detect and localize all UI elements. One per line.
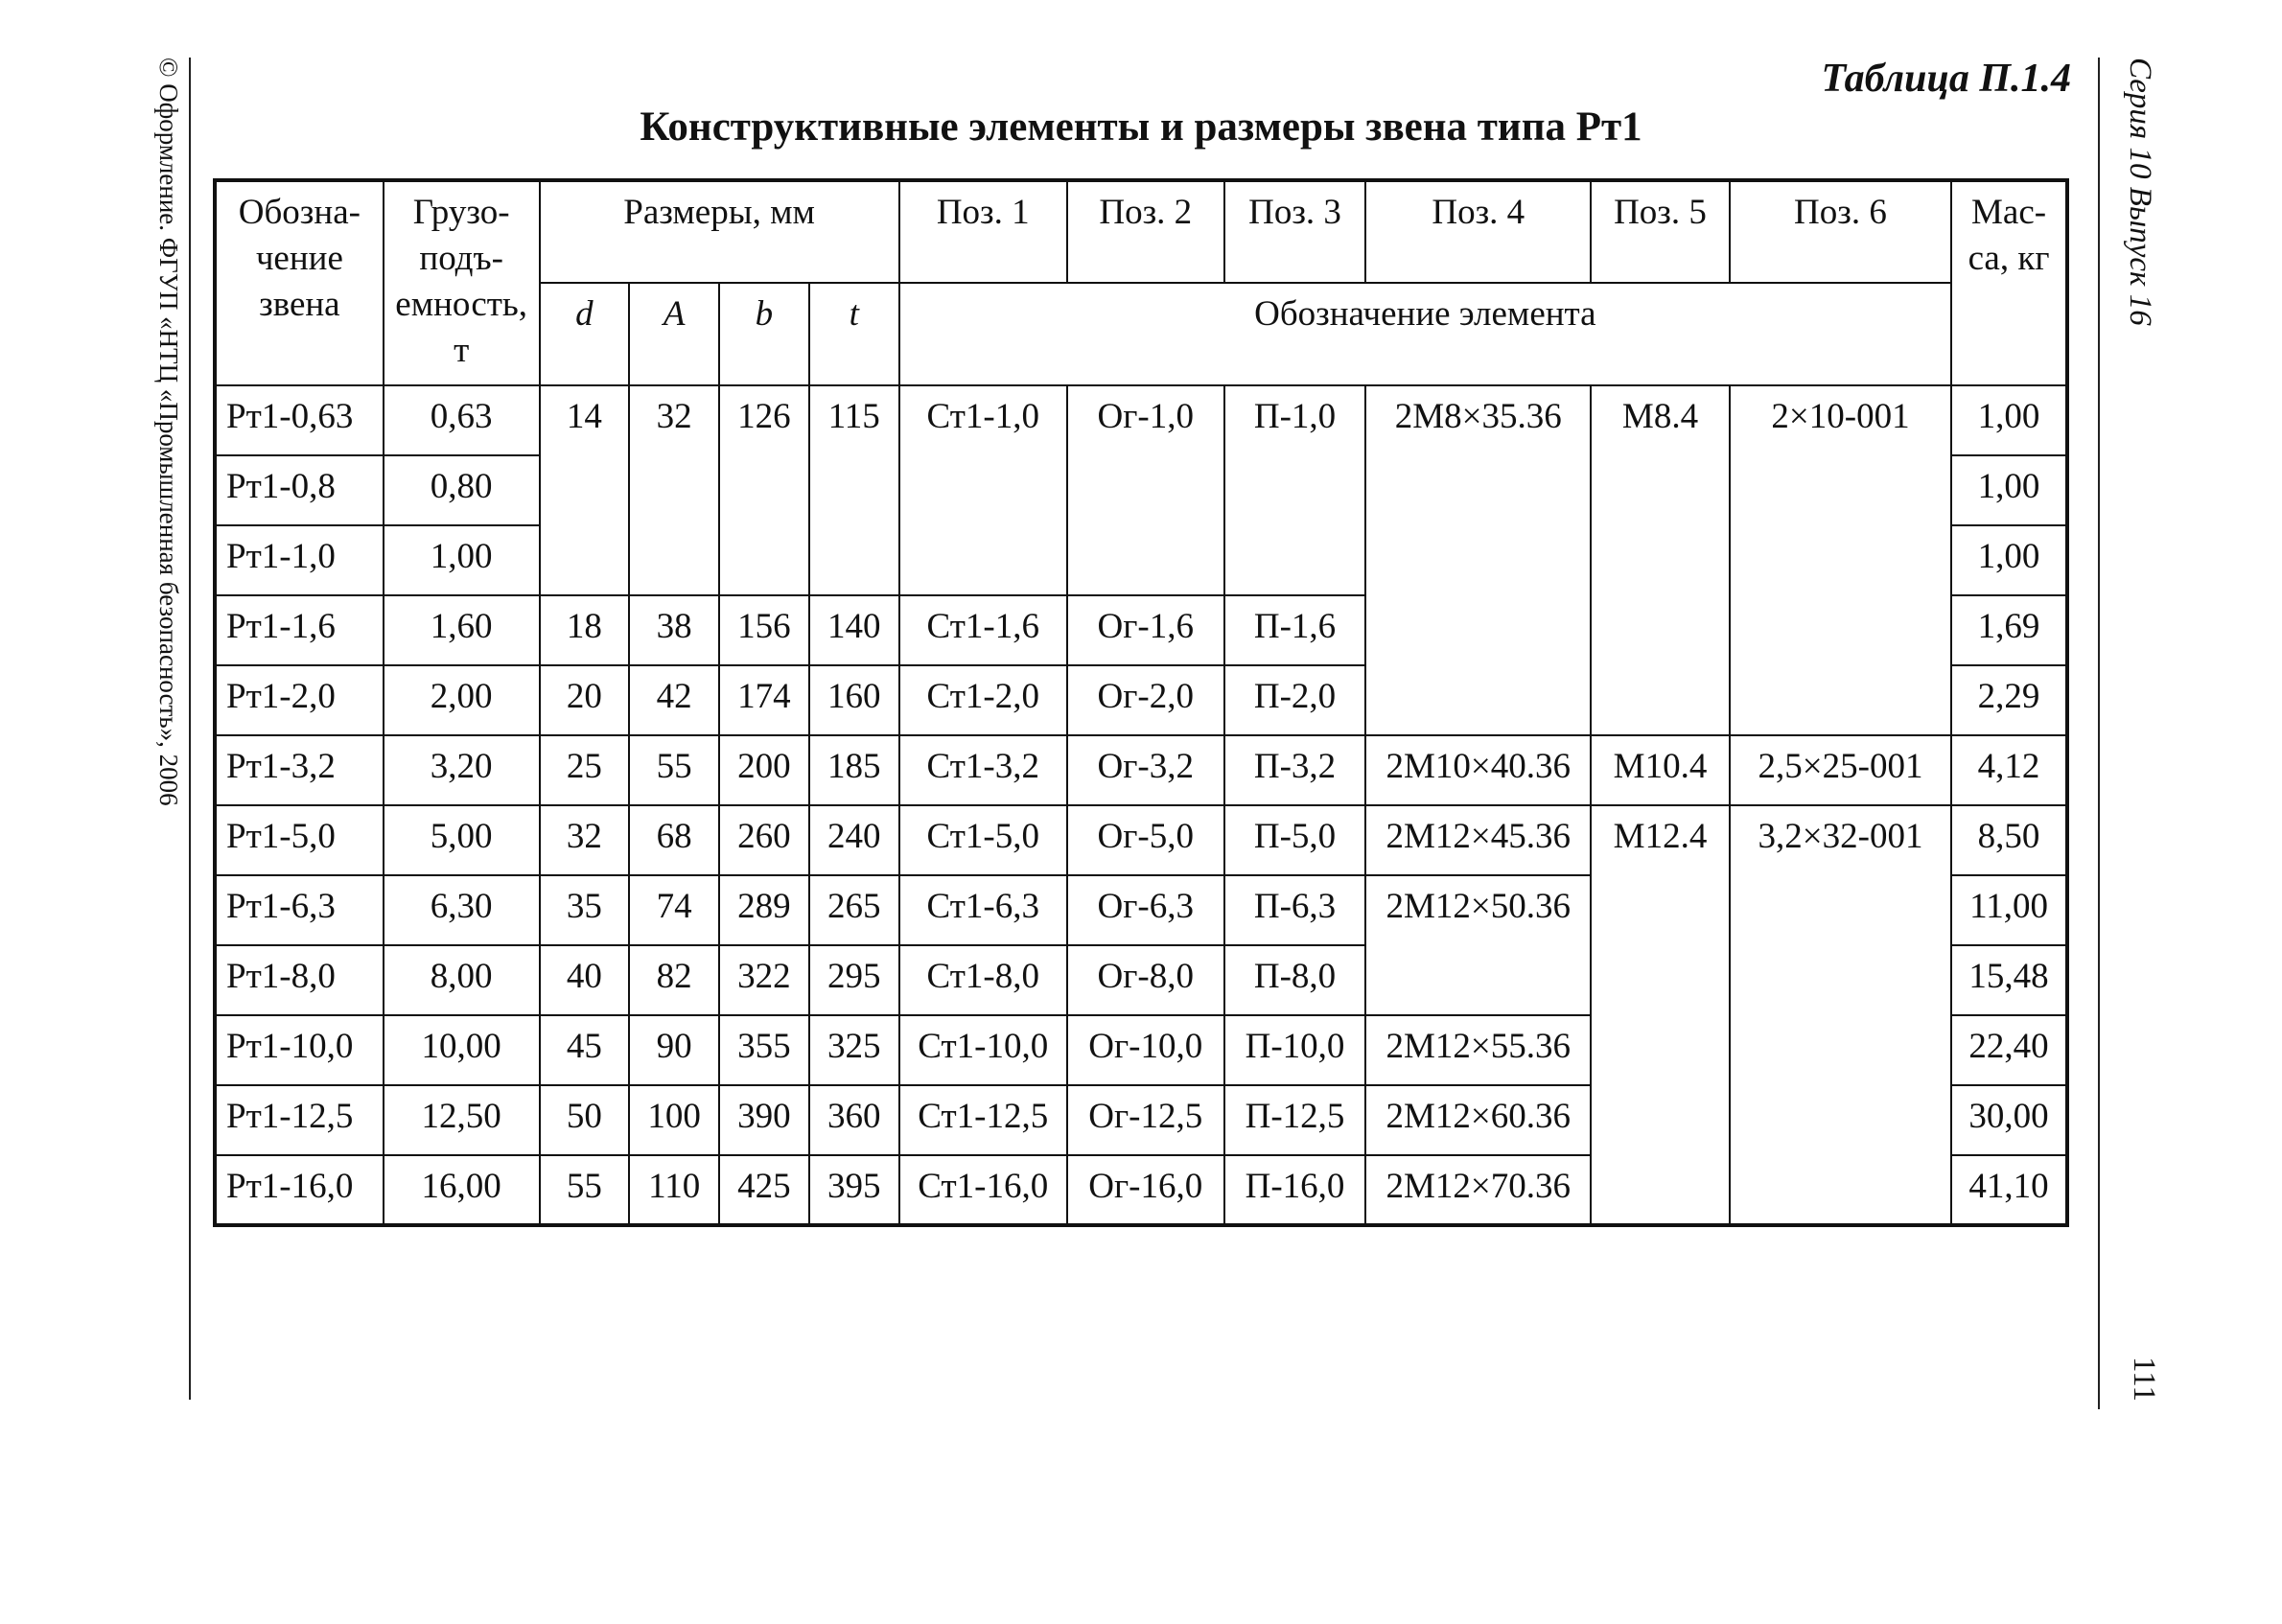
cell-pos4: 2М10×40.36 bbox=[1365, 735, 1591, 805]
cell-pos3: П-6,3 bbox=[1224, 875, 1366, 945]
cell-capacity: 10,00 bbox=[384, 1015, 540, 1085]
cell-t: 325 bbox=[809, 1015, 899, 1085]
cell-A: 55 bbox=[629, 735, 719, 805]
cell-pos2: Ог-5,0 bbox=[1067, 805, 1224, 875]
cell-pos4: 2М12×45.36 bbox=[1365, 805, 1591, 875]
cell-pos3: П-8,0 bbox=[1224, 945, 1366, 1015]
cell-pos3: П-5,0 bbox=[1224, 805, 1366, 875]
cell-d: 14 bbox=[540, 385, 630, 595]
cell-mass: 8,50 bbox=[1951, 805, 2067, 875]
cell-pos6: 3,2×32-001 bbox=[1730, 805, 1951, 1225]
cell-pos2: Ог-16,0 bbox=[1067, 1155, 1224, 1225]
cell-pos4: 2М8×35.36 bbox=[1365, 385, 1591, 735]
cell-designation: Рт1-1,6 bbox=[215, 595, 384, 665]
table-row bbox=[215, 735, 2067, 805]
cell-A: 32 bbox=[629, 385, 719, 595]
cell-b: 322 bbox=[719, 945, 809, 1015]
cell-capacity: 12,50 bbox=[384, 1085, 540, 1155]
header-element-designation: Обозначение элемента bbox=[899, 283, 1952, 385]
cell-pos6: 2×10-001 bbox=[1730, 385, 1951, 735]
page-number: 111 bbox=[2127, 1357, 2161, 1403]
spec-table bbox=[213, 178, 2069, 1227]
cell-A: 68 bbox=[629, 805, 719, 875]
cell-t: 295 bbox=[809, 945, 899, 1015]
cell-d: 18 bbox=[540, 595, 630, 665]
cell-mass: 1,00 bbox=[1951, 525, 2067, 595]
cell-A: 42 bbox=[629, 665, 719, 735]
header-pos4: Поз. 4 bbox=[1365, 180, 1591, 283]
cell-designation: Рт1-10,0 bbox=[215, 1015, 384, 1085]
cell-designation: Рт1-3,2 bbox=[215, 735, 384, 805]
cell-pos5: М8.4 bbox=[1591, 385, 1730, 735]
cell-pos3: П-3,2 bbox=[1224, 735, 1366, 805]
cell-d: 35 bbox=[540, 875, 630, 945]
header-capacity: Грузо- подъ- емность, т bbox=[384, 180, 540, 385]
cell-t: 265 bbox=[809, 875, 899, 945]
table-row bbox=[215, 805, 2067, 875]
cell-A: 38 bbox=[629, 595, 719, 665]
cell-capacity: 3,20 bbox=[384, 735, 540, 805]
cell-pos2: Ог-10,0 bbox=[1067, 1015, 1224, 1085]
cell-pos1: Ст1-6,3 bbox=[899, 875, 1067, 945]
cell-t: 115 bbox=[809, 385, 899, 595]
cell-mass: 22,40 bbox=[1951, 1015, 2067, 1085]
cell-pos1: Ст1-10,0 bbox=[899, 1015, 1067, 1085]
cell-d: 40 bbox=[540, 945, 630, 1015]
cell-designation: Рт1-16,0 bbox=[215, 1155, 384, 1225]
cell-capacity: 1,00 bbox=[384, 525, 540, 595]
cell-A: 110 bbox=[629, 1155, 719, 1225]
cell-capacity: 0,63 bbox=[384, 385, 540, 455]
cell-pos2: Ог-3,2 bbox=[1067, 735, 1224, 805]
cell-t: 360 bbox=[809, 1085, 899, 1155]
cell-capacity: 6,30 bbox=[384, 875, 540, 945]
header-pos1: Поз. 1 bbox=[899, 180, 1067, 283]
cell-pos5: М10.4 bbox=[1591, 735, 1730, 805]
copyright-note: © Оформление. ФГУП «НТЦ «Промышленная безопасность», 2006 bbox=[154, 58, 183, 806]
cell-t: 240 bbox=[809, 805, 899, 875]
header-pos6: Поз. 6 bbox=[1730, 180, 1951, 283]
cell-pos5: М12.4 bbox=[1591, 805, 1730, 1225]
cell-pos2: Ог-2,0 bbox=[1067, 665, 1224, 735]
cell-designation: Рт1-6,3 bbox=[215, 875, 384, 945]
cell-d: 32 bbox=[540, 805, 630, 875]
cell-pos1: Ст1-2,0 bbox=[899, 665, 1067, 735]
cell-designation: Рт1-1,0 bbox=[215, 525, 384, 595]
cell-pos3: П-10,0 bbox=[1224, 1015, 1366, 1085]
cell-pos1: Ст1-1,6 bbox=[899, 595, 1067, 665]
cell-mass: 30,00 bbox=[1951, 1085, 2067, 1155]
cell-mass: 11,00 bbox=[1951, 875, 2067, 945]
cell-mass: 4,12 bbox=[1951, 735, 2067, 805]
table-title: Конструктивные элементы и размеры звена типа Рт1 bbox=[640, 104, 1642, 150]
series-label: Серия 10 Выпуск 16 bbox=[2123, 58, 2157, 326]
cell-capacity: 0,80 bbox=[384, 455, 540, 525]
cell-pos2: Ог-6,3 bbox=[1067, 875, 1224, 945]
cell-pos3: П-2,0 bbox=[1224, 665, 1366, 735]
cell-designation: Рт1-0,63 bbox=[215, 385, 384, 455]
cell-mass: 1,00 bbox=[1951, 455, 2067, 525]
cell-pos1: Ст1-12,5 bbox=[899, 1085, 1067, 1155]
header-pos3: Поз. 3 bbox=[1224, 180, 1366, 283]
cell-mass: 41,10 bbox=[1951, 1155, 2067, 1225]
cell-b: 260 bbox=[719, 805, 809, 875]
header-t: t bbox=[809, 283, 899, 385]
cell-b: 200 bbox=[719, 735, 809, 805]
cell-b: 425 bbox=[719, 1155, 809, 1225]
cell-capacity: 16,00 bbox=[384, 1155, 540, 1225]
cell-pos1: Ст1-1,0 bbox=[899, 385, 1067, 595]
cell-capacity: 8,00 bbox=[384, 945, 540, 1015]
cell-t: 140 bbox=[809, 595, 899, 665]
header-pos5: Поз. 5 bbox=[1591, 180, 1730, 283]
cell-capacity: 1,60 bbox=[384, 595, 540, 665]
header-designation: Обозна- чение звена bbox=[215, 180, 384, 385]
cell-b: 390 bbox=[719, 1085, 809, 1155]
cell-A: 100 bbox=[629, 1085, 719, 1155]
cell-pos1: Ст1-3,2 bbox=[899, 735, 1067, 805]
left-margin-rule bbox=[189, 58, 191, 1400]
table-row bbox=[215, 385, 2067, 455]
cell-d: 45 bbox=[540, 1015, 630, 1085]
cell-d: 20 bbox=[540, 665, 630, 735]
cell-designation: Рт1-0,8 bbox=[215, 455, 384, 525]
cell-mass: 1,69 bbox=[1951, 595, 2067, 665]
cell-pos4: 2М12×55.36 bbox=[1365, 1015, 1591, 1085]
cell-b: 126 bbox=[719, 385, 809, 595]
cell-pos3: П-12,5 bbox=[1224, 1085, 1366, 1155]
cell-pos6: 2,5×25-001 bbox=[1730, 735, 1951, 805]
cell-capacity: 2,00 bbox=[384, 665, 540, 735]
cell-t: 395 bbox=[809, 1155, 899, 1225]
cell-mass: 1,00 bbox=[1951, 385, 2067, 455]
cell-d: 55 bbox=[540, 1155, 630, 1225]
right-margin-rule bbox=[2098, 58, 2100, 1409]
header-A: A bbox=[629, 283, 719, 385]
cell-capacity: 5,00 bbox=[384, 805, 540, 875]
cell-pos3: П-1,0 bbox=[1224, 385, 1366, 595]
header-d: d bbox=[540, 283, 630, 385]
header-b: b bbox=[719, 283, 809, 385]
cell-b: 289 bbox=[719, 875, 809, 945]
cell-pos1: Ст1-8,0 bbox=[899, 945, 1067, 1015]
table-id: Таблица П.1.4 bbox=[1821, 57, 2071, 101]
cell-mass: 15,48 bbox=[1951, 945, 2067, 1015]
cell-A: 90 bbox=[629, 1015, 719, 1085]
header-pos2: Поз. 2 bbox=[1067, 180, 1224, 283]
cell-t: 185 bbox=[809, 735, 899, 805]
cell-designation: Рт1-2,0 bbox=[215, 665, 384, 735]
cell-A: 74 bbox=[629, 875, 719, 945]
cell-b: 156 bbox=[719, 595, 809, 665]
cell-pos4: 2М12×70.36 bbox=[1365, 1155, 1591, 1225]
cell-pos4: 2М12×50.36 bbox=[1365, 875, 1591, 1015]
cell-b: 174 bbox=[719, 665, 809, 735]
cell-designation: Рт1-5,0 bbox=[215, 805, 384, 875]
cell-A: 82 bbox=[629, 945, 719, 1015]
cell-mass: 2,29 bbox=[1951, 665, 2067, 735]
cell-pos3: П-16,0 bbox=[1224, 1155, 1366, 1225]
header-dimensions: Размеры, мм bbox=[540, 180, 899, 283]
cell-pos2: Ог-1,6 bbox=[1067, 595, 1224, 665]
header-mass: Мас- са, кг bbox=[1951, 180, 2067, 385]
cell-pos1: Ст1-16,0 bbox=[899, 1155, 1067, 1225]
cell-pos2: Ог-1,0 bbox=[1067, 385, 1224, 595]
cell-pos2: Ог-12,5 bbox=[1067, 1085, 1224, 1155]
cell-b: 355 bbox=[719, 1015, 809, 1085]
cell-t: 160 bbox=[809, 665, 899, 735]
cell-pos2: Ог-8,0 bbox=[1067, 945, 1224, 1015]
cell-d: 50 bbox=[540, 1085, 630, 1155]
cell-d: 25 bbox=[540, 735, 630, 805]
cell-pos1: Ст1-5,0 bbox=[899, 805, 1067, 875]
cell-designation: Рт1-12,5 bbox=[215, 1085, 384, 1155]
cell-designation: Рт1-8,0 bbox=[215, 945, 384, 1015]
cell-pos3: П-1,6 bbox=[1224, 595, 1366, 665]
cell-pos4: 2М12×60.36 bbox=[1365, 1085, 1591, 1155]
